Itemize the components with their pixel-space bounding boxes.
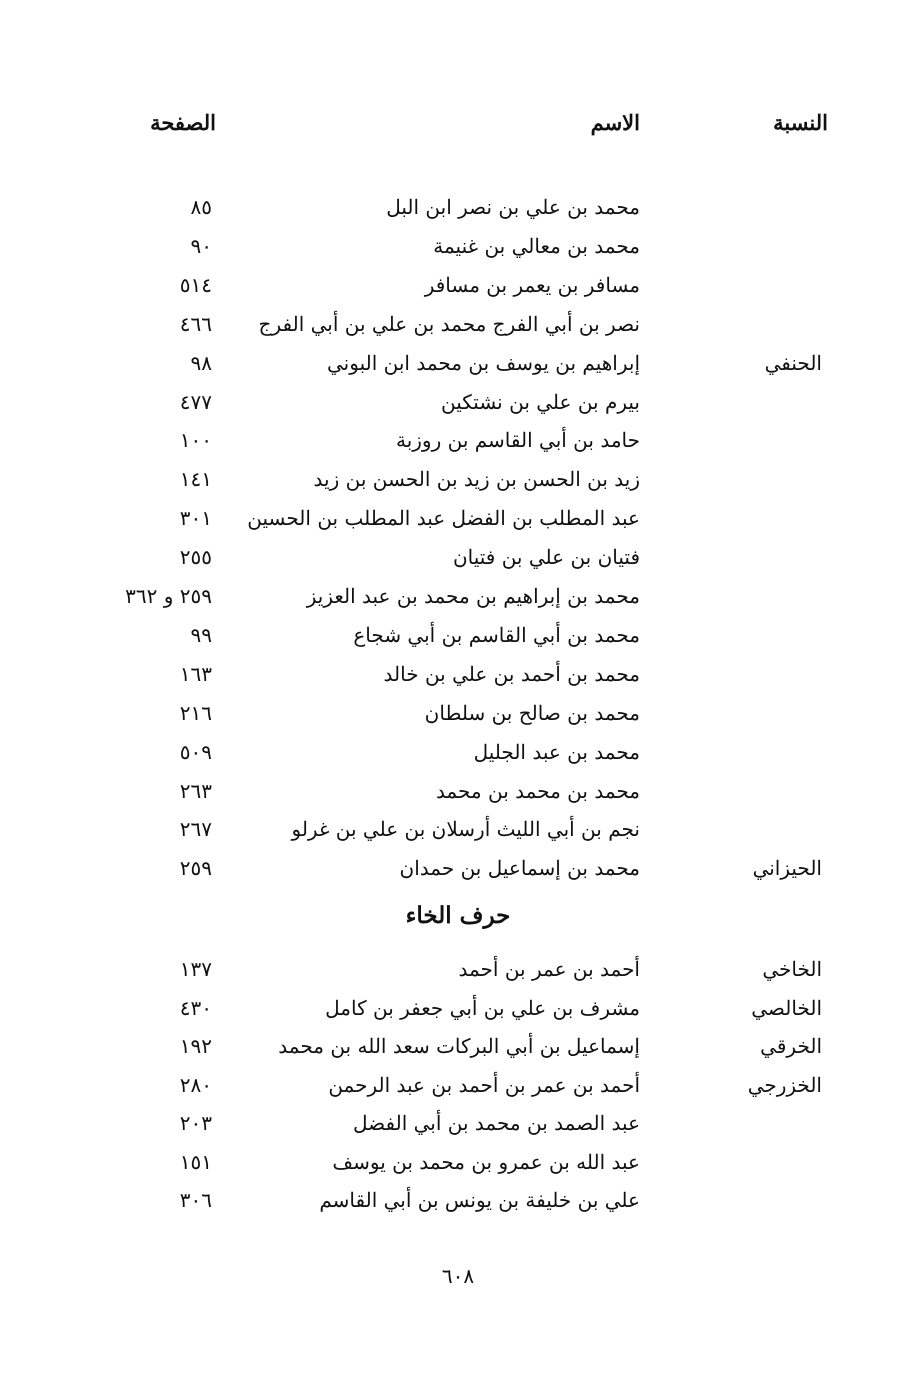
index-row bbox=[0, 464, 916, 502]
page-cell: ٤٣٠ bbox=[179, 995, 212, 1020]
name-cell: فتيان بن علي بن فتيان bbox=[452, 545, 640, 570]
page-cell: ٥٠٩ bbox=[179, 739, 212, 764]
index-row bbox=[0, 1070, 916, 1108]
index-row bbox=[0, 581, 916, 619]
header-name: الاسم bbox=[590, 110, 640, 135]
nisba-cell: الخالصي bbox=[751, 995, 822, 1020]
index-row bbox=[0, 425, 916, 463]
name-cell: محمد بن أبي القاسم بن أبي شجاع bbox=[353, 622, 640, 647]
page-cell: ٣٠٦ bbox=[179, 1188, 212, 1212]
name-cell: محمد بن إسماعيل بن حمدان bbox=[399, 856, 640, 881]
page-cell: ٢٥٩ bbox=[179, 856, 212, 881]
nisba-cell: الخرقي bbox=[760, 1034, 822, 1058]
name-cell: محمد بن عبد الجليل bbox=[473, 739, 640, 764]
nisba-cell: الحنفي bbox=[764, 350, 822, 375]
name-cell: زيد بن الحسن بن زيد بن الحسن بن زيد bbox=[313, 467, 640, 492]
page-cell: ٢٨٠ bbox=[179, 1072, 212, 1097]
page-cell: ٩٩ bbox=[190, 622, 212, 647]
nisba-cell: الخاخي bbox=[762, 957, 822, 981]
index-row bbox=[0, 1147, 916, 1185]
page-cell: ١٤١ bbox=[179, 467, 212, 492]
index-row bbox=[0, 853, 916, 891]
page-cell: ٢٥٩ و ٣٦٢ bbox=[125, 584, 212, 608]
index-row bbox=[0, 231, 916, 269]
page-cell: ١٩٢ bbox=[179, 1034, 212, 1058]
name-cell: مشرف بن علي بن أبي جعفر بن كامل bbox=[325, 995, 640, 1020]
page-cell: ١٥١ bbox=[179, 1149, 212, 1174]
page-cell: ٢١٦ bbox=[179, 700, 212, 725]
index-row bbox=[0, 270, 916, 308]
index-row bbox=[0, 348, 916, 386]
nisba-cell: الحيزاني bbox=[752, 856, 822, 881]
index-row bbox=[0, 776, 916, 814]
page-cell: ٤٧٧ bbox=[179, 389, 212, 414]
page-cell: ٩٨ bbox=[190, 350, 212, 375]
name-cell: نجم بن أبي الليث أرسلان بن علي بن غرلو bbox=[291, 817, 640, 842]
name-cell: محمد بن صالح بن سلطان bbox=[424, 700, 640, 725]
header-nisba: النسبة bbox=[773, 110, 828, 135]
name-cell: محمد بن علي بن نصر ابن البل bbox=[386, 195, 640, 219]
name-cell: بيرم بن علي بن نشتكين bbox=[440, 389, 640, 414]
name-cell: حامد بن أبي القاسم بن روزبة bbox=[395, 428, 640, 453]
section-title: حرف الخاء bbox=[405, 902, 511, 929]
page-cell: ٤٦٦ bbox=[179, 311, 212, 336]
index-row bbox=[0, 192, 916, 230]
header-page: الصفحة bbox=[150, 110, 216, 135]
index-row bbox=[0, 698, 916, 736]
index-row bbox=[0, 1031, 916, 1069]
index-row bbox=[0, 1185, 916, 1223]
name-cell: عبد الله بن عمرو بن محمد بن يوسف bbox=[332, 1149, 640, 1174]
name-cell: محمد بن محمد بن محمد bbox=[435, 778, 640, 803]
index-row bbox=[0, 954, 916, 992]
name-cell: محمد بن إبراهيم بن محمد بن عبد العزيز bbox=[306, 584, 640, 608]
name-cell: عبد الصمد بن محمد بن أبي الفضل bbox=[353, 1111, 640, 1135]
name-cell: أحمد بن عمر بن أحمد بن عبد الرحمن bbox=[328, 1072, 640, 1097]
name-cell: إبراهيم بن يوسف بن محمد ابن البوني bbox=[327, 350, 640, 375]
page-cell: ١٦٣ bbox=[179, 661, 212, 686]
index-row bbox=[0, 620, 916, 658]
page-cell: ٢٦٧ bbox=[179, 817, 212, 842]
page-cell: ٢٦٣ bbox=[179, 778, 212, 803]
page-cell: ١٠٠ bbox=[179, 428, 212, 453]
page-cell: ٨٥ bbox=[190, 195, 212, 219]
name-cell: أحمد بن عمر بن أحمد bbox=[458, 957, 640, 981]
name-cell: عبد المطلب بن الفضل عبد المطلب بن الحسين bbox=[247, 506, 640, 531]
page-cell: ٥١٤ bbox=[179, 272, 212, 297]
page-cell: ١٣٧ bbox=[179, 957, 212, 981]
index-row bbox=[0, 503, 916, 541]
page-cell: ٣٠١ bbox=[179, 506, 212, 531]
index-row bbox=[0, 814, 916, 852]
index-row bbox=[0, 1108, 916, 1146]
page-cell: ٩٠ bbox=[190, 233, 212, 258]
index-row bbox=[0, 737, 916, 775]
page-cell: ٢٥٥ bbox=[179, 545, 212, 570]
name-cell: مسافر بن يعمر بن مسافر bbox=[424, 272, 640, 297]
page-cell: ٢٠٣ bbox=[179, 1111, 212, 1135]
name-cell: إسماعيل بن أبي البركات سعد الله بن محمد bbox=[278, 1034, 640, 1058]
name-cell: علي بن خليفة بن يونس بن أبي القاسم bbox=[319, 1188, 640, 1212]
index-row bbox=[0, 387, 916, 425]
name-cell: محمد بن أحمد بن علي بن خالد bbox=[383, 661, 640, 686]
nisba-cell: الخزرجي bbox=[747, 1072, 822, 1097]
index-row bbox=[0, 309, 916, 347]
index-row bbox=[0, 659, 916, 697]
index-row bbox=[0, 993, 916, 1031]
index-row bbox=[0, 542, 916, 580]
name-cell: محمد بن معالي بن غنيمة bbox=[433, 233, 640, 258]
name-cell: نصر بن أبي الفرج محمد بن علي بن أبي الفرج bbox=[258, 311, 640, 336]
page-number: ٦٠٨ bbox=[441, 1264, 475, 1288]
